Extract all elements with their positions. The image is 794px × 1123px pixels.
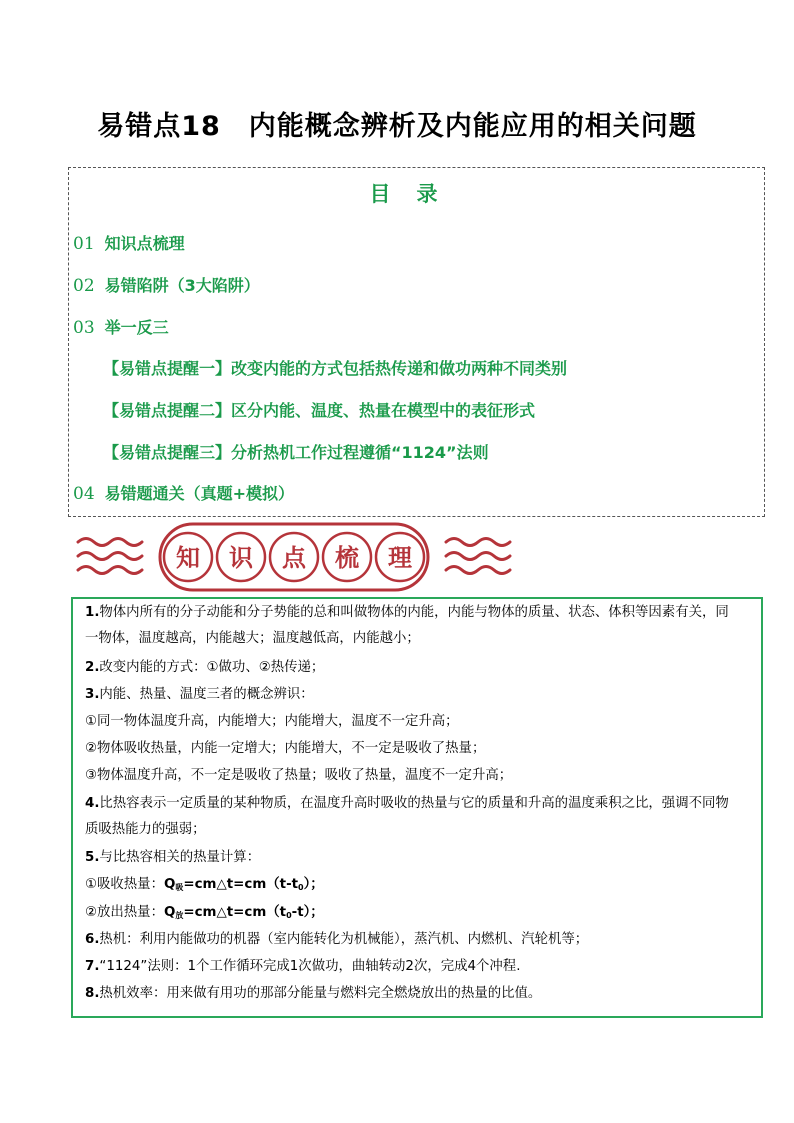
- point-3-sub-3: ③物体温度升高，不一定是吸收了热量；吸收了热量，温度不一定升高；: [85, 768, 513, 783]
- toc-subitem-1[interactable]: 【易错点提醒一】改变内能的方式包括热传递和做功两种不同类别: [103, 359, 568, 378]
- toc-heading: 目录: [369, 182, 464, 206]
- point-3-sub-1: ①同一物体温度升高，内能增大；内能增大，温度不一定升高；: [85, 714, 459, 729]
- toc-item-01[interactable]: 01 知识点梳理: [73, 234, 185, 254]
- section-banner: [70, 520, 724, 594]
- point-3: 3.内能、热量、温度三者的概念辨识：: [85, 687, 314, 702]
- point-7: 7.“1124”法则：1个工作循环完成1次做功，曲轴转动2次，完成4个冲程.: [85, 959, 521, 974]
- formula-release: ②放出热量：$Q_放=cm\triangle t=cm(t_0-t)$；: [85, 905, 324, 920]
- point-1-line-2: 一物体，温度越高，内能越大；温度越低高，内能越小；: [85, 631, 420, 646]
- banner-char-4: 梳: [335, 544, 359, 572]
- page-title: 易错点18 内能概念辨析及内能应用的相关问题: [97, 111, 697, 142]
- toc-item-03[interactable]: 03 举一反三: [73, 318, 169, 338]
- banner-char-1: 知: [176, 544, 200, 572]
- point-1-line-1: 1.物体内所有的分子动能和分子势能的总和叫做物体的内能，内能与物体的质量、状态、体积等因素有关，同: [85, 605, 729, 620]
- wave-decoration-right: [446, 539, 510, 574]
- banner-char-2: 识: [229, 544, 253, 572]
- banner-char-3: 点: [282, 544, 306, 572]
- wave-decoration-left: [78, 539, 142, 574]
- point-5: 5.与比热容相关的热量计算：: [85, 850, 261, 865]
- point-4-line-1: 4.比热容表示一定质量的某种物质，在温度升高时吸收的热量与它的质量和升高的温度乘积之比，强调不同物: [85, 796, 729, 811]
- formula-absorb: ①吸收热量：$Q_吸=cm\triangle t=cm(t-t_0)$；: [85, 877, 324, 892]
- toc-subitem-2[interactable]: 【易错点提醒二】区分内能、温度、热量在模型中的表征形式: [103, 401, 536, 420]
- point-6: 6.热机：利用内能做功的机器（室内能转化为机械能），蒸汽机、内燃机、汽轮机等；: [85, 932, 589, 947]
- point-3-sub-2: ②物体吸收热量，内能一定增大；内能增大，不一定是吸收了热量；: [85, 741, 486, 756]
- point-8: 8.热机效率：用来做有用功的那部分能量与燃料完全燃烧放出的热量的比值。: [85, 986, 542, 1001]
- table-of-contents: [68, 167, 765, 517]
- toc-item-04[interactable]: 04 易错题通关（真题+模拟）: [73, 484, 295, 504]
- toc-subitem-3[interactable]: 【易错点提醒三】分析热机工作过程遵循“1124”法则: [103, 443, 489, 462]
- point-4-line-2: 质吸热能力的强弱；: [85, 822, 206, 837]
- toc-item-02[interactable]: 02 易错陷阱（3大陷阱）: [73, 276, 260, 296]
- point-2: 2.改变内能的方式：①做功、②热传递；: [85, 660, 325, 675]
- knowledge-points-box: [71, 597, 763, 1018]
- banner-char-5: 理: [388, 544, 412, 572]
